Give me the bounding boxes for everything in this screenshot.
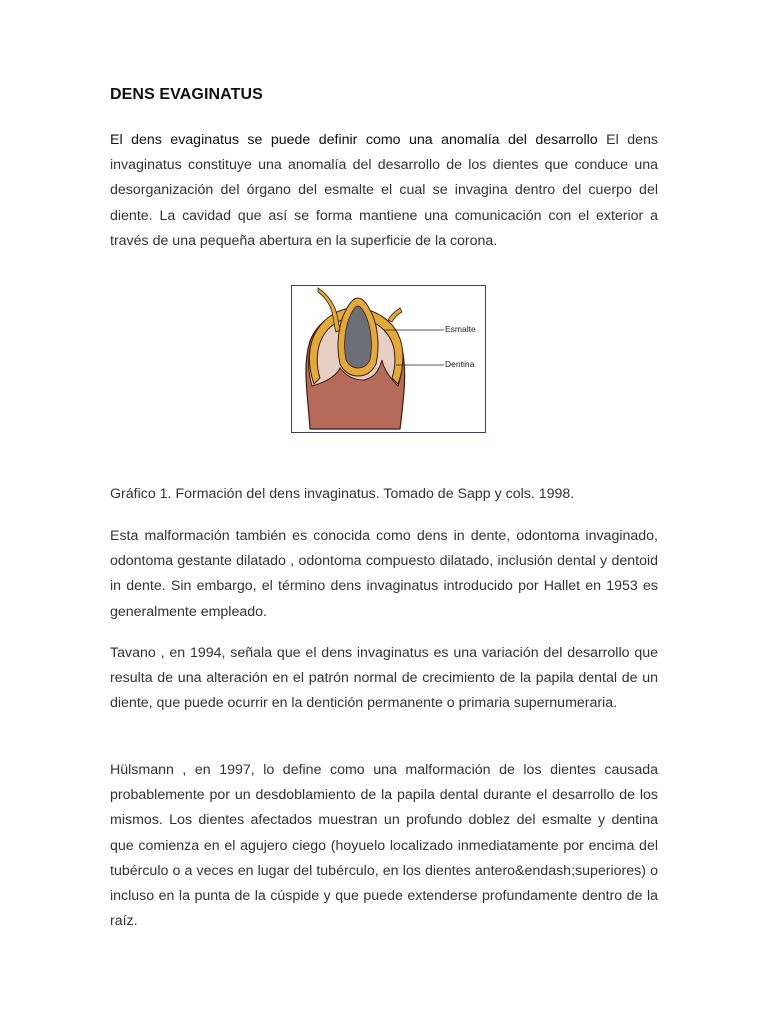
intro-lead-text: El dens evaginatus se puede definir como una anomalía del desarrollo xyxy=(110,132,598,148)
tooth-upper-strand-right xyxy=(388,308,402,322)
dentin-label: Dentina xyxy=(445,359,475,369)
body-paragraph: Tavano , en 1994, señala que el dens invaginatus es una variación del desarrollo que resulta de una alteración en el patrón normal de crecimiento de la papila dental de un diente, que puede ocurrir en la dentición permanente o primaria supernumeraria. xyxy=(110,645,658,712)
intro-paragraph xyxy=(110,128,658,254)
intro-rest-text: El dens invaginatus constituye una anomalía del desarrollo de los dientes que conduce una desorganización del órgano del esmalte el cual se invagina dentro del cuerpo del diente. La cavidad que así se forma mantiene una comunicación con el exterior a través de una pequeña abertura en la superficie de la corona. xyxy=(110,132,658,249)
body-paragraph: Hülsmann , en 1997, lo define como una malformación de los dientes causada probablemente por un desdoblamiento de la papila dental durante el desarrollo de los mismos. Los dientes afectados muestran un profundo doblez del esmalte y dentina que comienza en el agujero ciego (hoyuelo localizado inmediatamente por encima del tubérculo o a veces en lugar del tubérculo, en los dientes antero&endash;superiores) o incluso en la punta de la cúspide y que puede extenderse profundamente dentro de la raíz. xyxy=(110,762,658,930)
figure-caption: Gráfico 1. Formación del dens invaginatus. Tomado de Sapp y cols. 1998. xyxy=(110,486,575,502)
body-paragraph: Esta malformación también es conocida como dens in dente, odontoma invaginado, odontoma gestante dilatado , odontoma compuesto dilatado, inclusión dental y dentoid in dente. Sin embargo, el término dens invaginatus introducido por Hallet en 1953 es generalmente empleado. xyxy=(110,528,658,620)
enamel-label: Esmalte xyxy=(445,324,476,334)
document-title: DENS EVAGINATUS xyxy=(110,86,263,103)
tooth-diagram-figure xyxy=(291,285,486,433)
